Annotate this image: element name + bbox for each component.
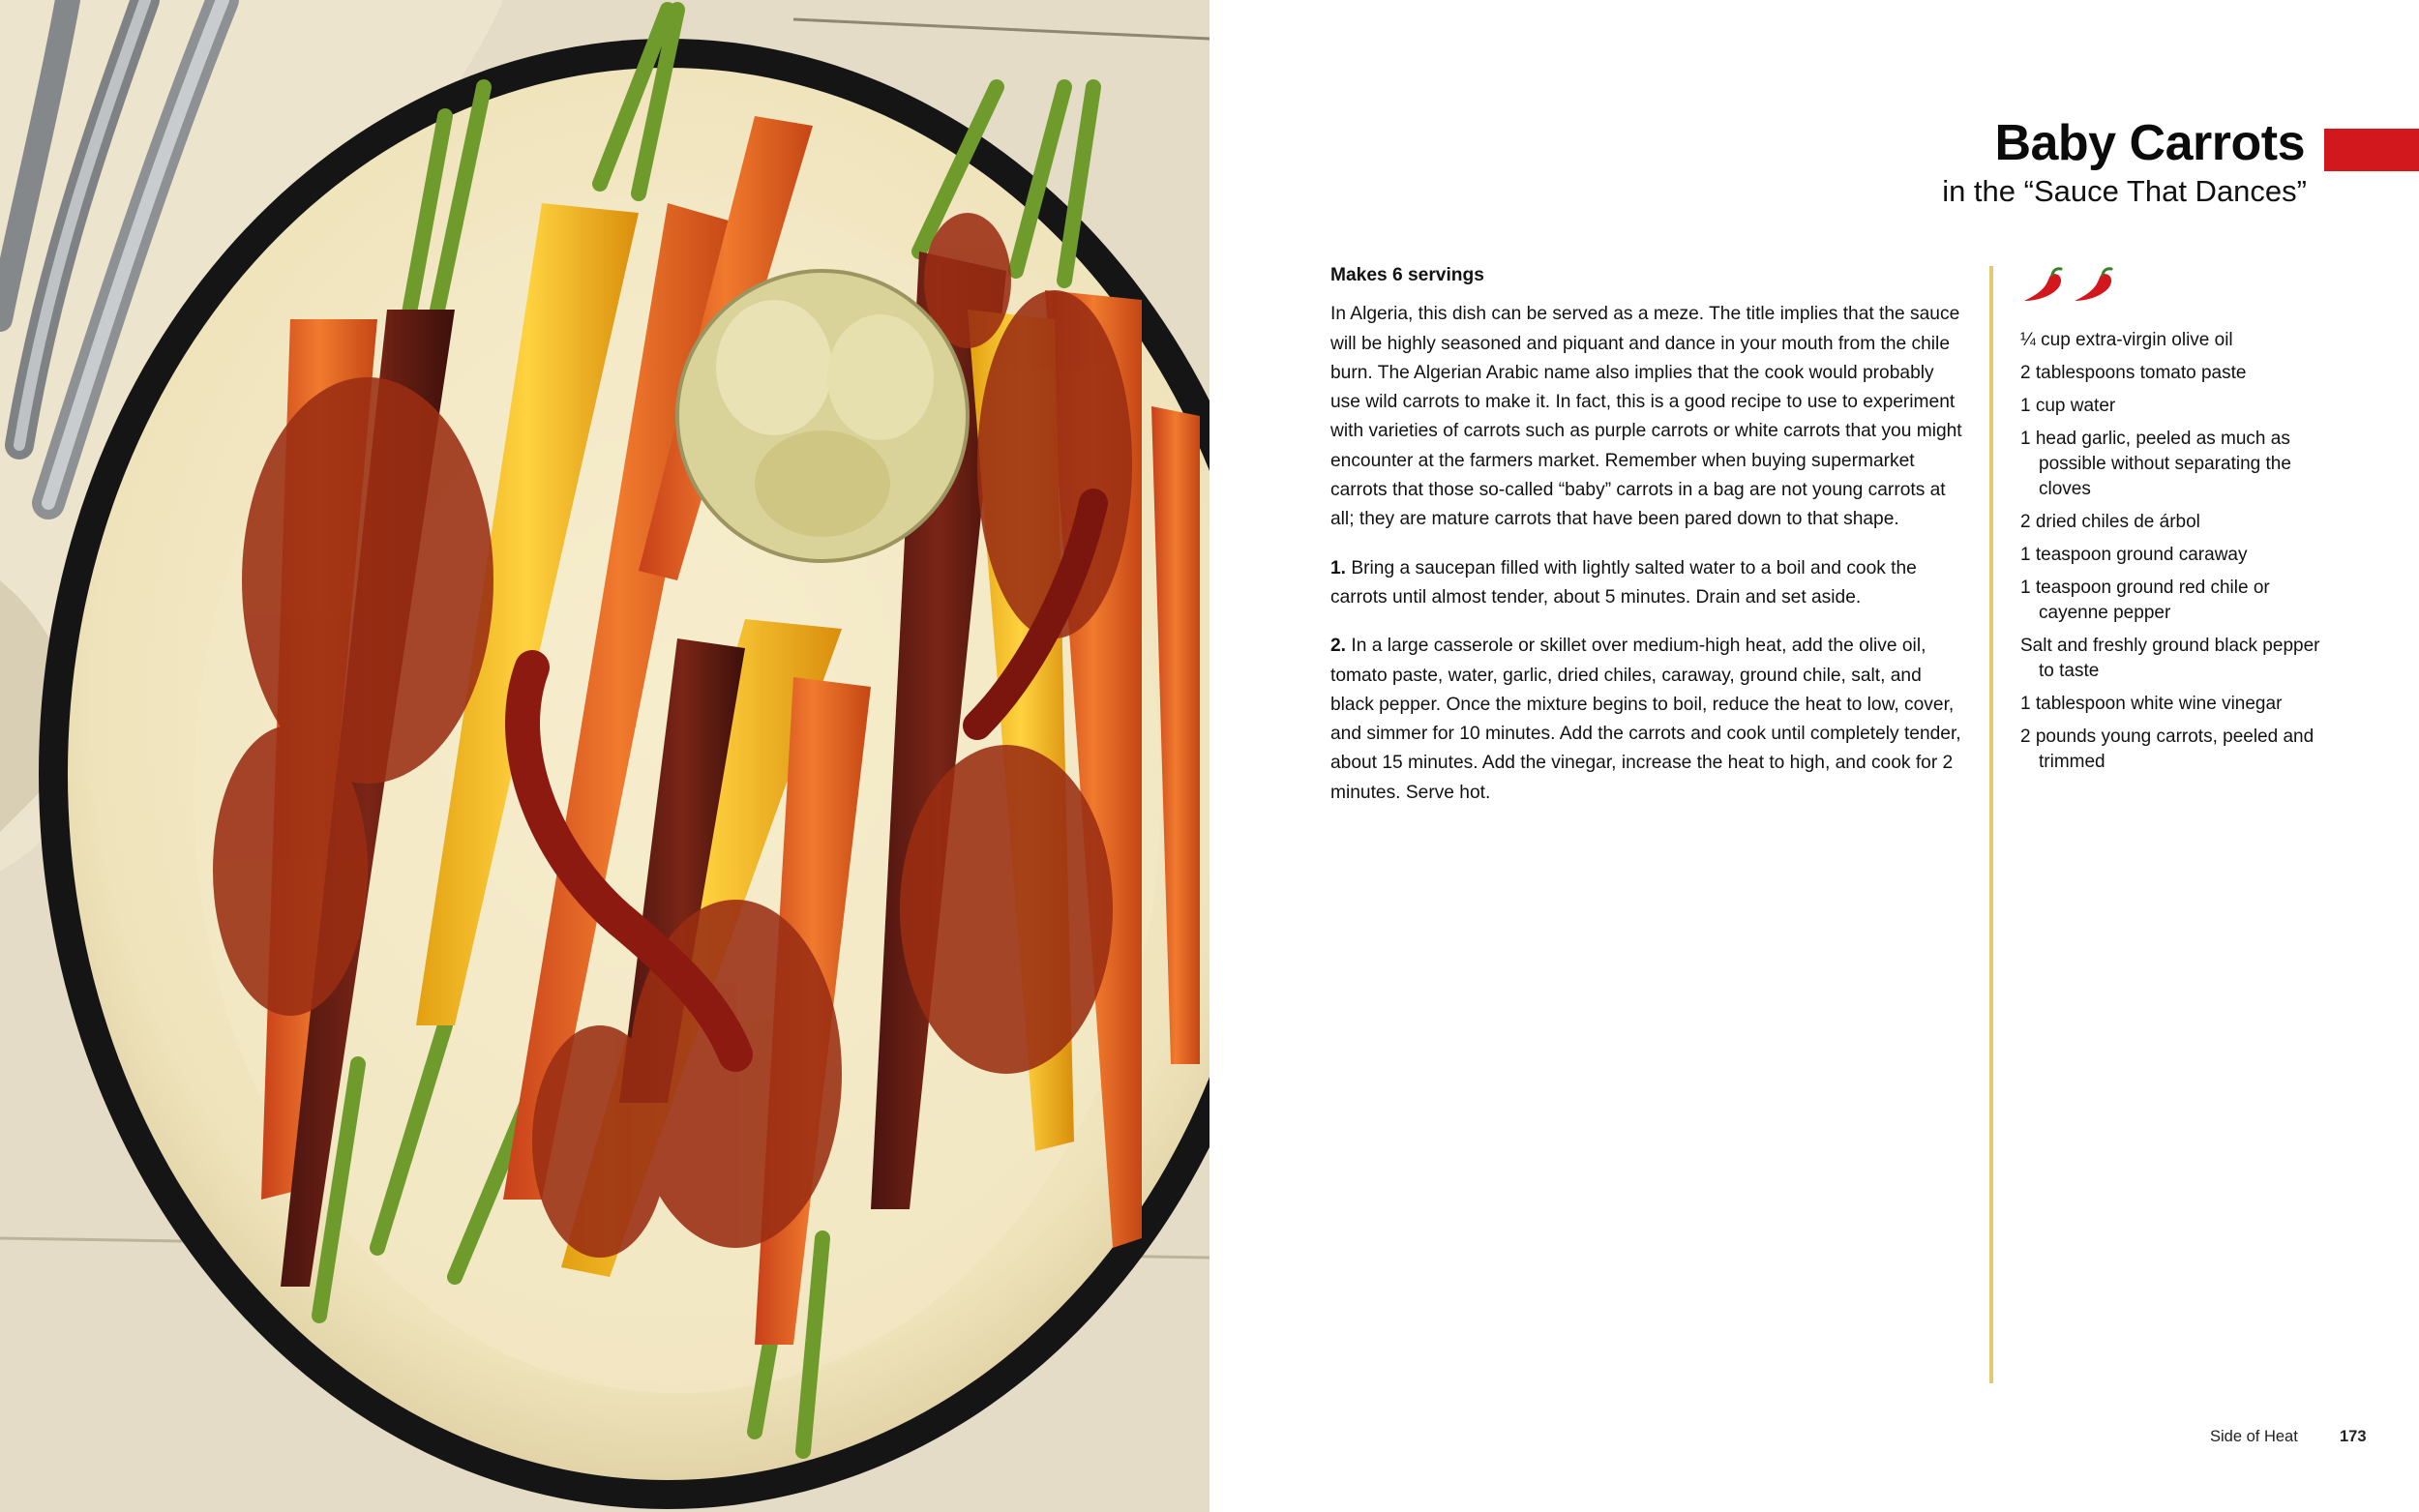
ingredients-column (2020, 266, 2340, 783)
column-divider (1989, 266, 1993, 1383)
recipe-subtitle: in the “Sauce That Dances” (1942, 174, 2307, 208)
recipe-body (1330, 261, 1964, 827)
step-number: 1. (1330, 557, 1347, 578)
ingredient-item: 1 teaspoon ground caraway (2020, 545, 2248, 565)
garlic-head (677, 271, 968, 561)
recipe-title: Baby Carrots (1994, 115, 2305, 171)
recipe-step (1330, 554, 1964, 613)
ingredient-item: 1 teaspoon ground red chile or cayenne pepper (2020, 578, 2270, 623)
heat-level (2020, 266, 2340, 305)
chile-pepper-icon (2071, 266, 2115, 305)
ingredient-item: ¼ cup extra-virgin olive oil (2020, 330, 2233, 350)
recipe-step (1330, 632, 1964, 808)
ingredient-item: Salt and freshly ground black pepper to taste (2020, 636, 2320, 681)
recipe-intro: In Algeria, this dish can be served as a meze. The title implies that the sauce will be highly seasoned and piquant and dance in your mouth from the chile burn. The Algerian Arabic name also implies that the cook would probably use wild carrots to make it. In fact, this is a good recipe to use to experiment with varieties of carrots such as purple carrots or white carrots that you might encounter at the farmers market. Remember when buying supermarket carrots that those so-called “baby” carrots in a bag are not young carrots at all; they are mature carrots that have been pared down to that shape. (1330, 304, 1962, 530)
title-accent-bar (2324, 129, 2419, 171)
ingredient-item: 2 pounds young carrots, peeled and trimmed (2020, 726, 2314, 772)
ingredient-item: 1 cup water (2020, 396, 2116, 416)
ingredient-item: 1 head garlic, peeled as much as possible without separating the cloves (2020, 429, 2291, 499)
ingredient-item: 1 tablespoon white wine vinegar (2020, 694, 2283, 714)
page-number: 173 (2340, 1428, 2367, 1445)
chile-pepper-icon (2020, 266, 2065, 305)
ingredient-list (2020, 328, 2340, 775)
step-number: 2. (1330, 636, 1347, 657)
footer-section-name: Side of Heat (2210, 1428, 2298, 1445)
step-text: Bring a saucepan filled with lightly salted water to a boil and cook the carrots until almost tender, about 5 minutes. Drain and set aside. (1330, 557, 1917, 608)
step-text: In a large casserole or skillet over medium-high heat, add the olive oil, tomato paste, water, garlic, dried chiles, caraway, ground chile, salt, and black pepper. Once the mixture begins to boil, reduce the heat to low, cover, and simmer for 10 minutes. Add the carrots and cook until completely tender, about 15 minutes. Add the vinegar, increase the heat to high, and cook for 2 minutes. Serve hot. (1330, 636, 1961, 803)
ingredient-item: 2 dried chiles de árbol (2020, 512, 2200, 532)
recipe-yield: Makes 6 servings (1330, 265, 1484, 285)
ingredient-item: 2 tablespoons tomato paste (2020, 363, 2247, 383)
